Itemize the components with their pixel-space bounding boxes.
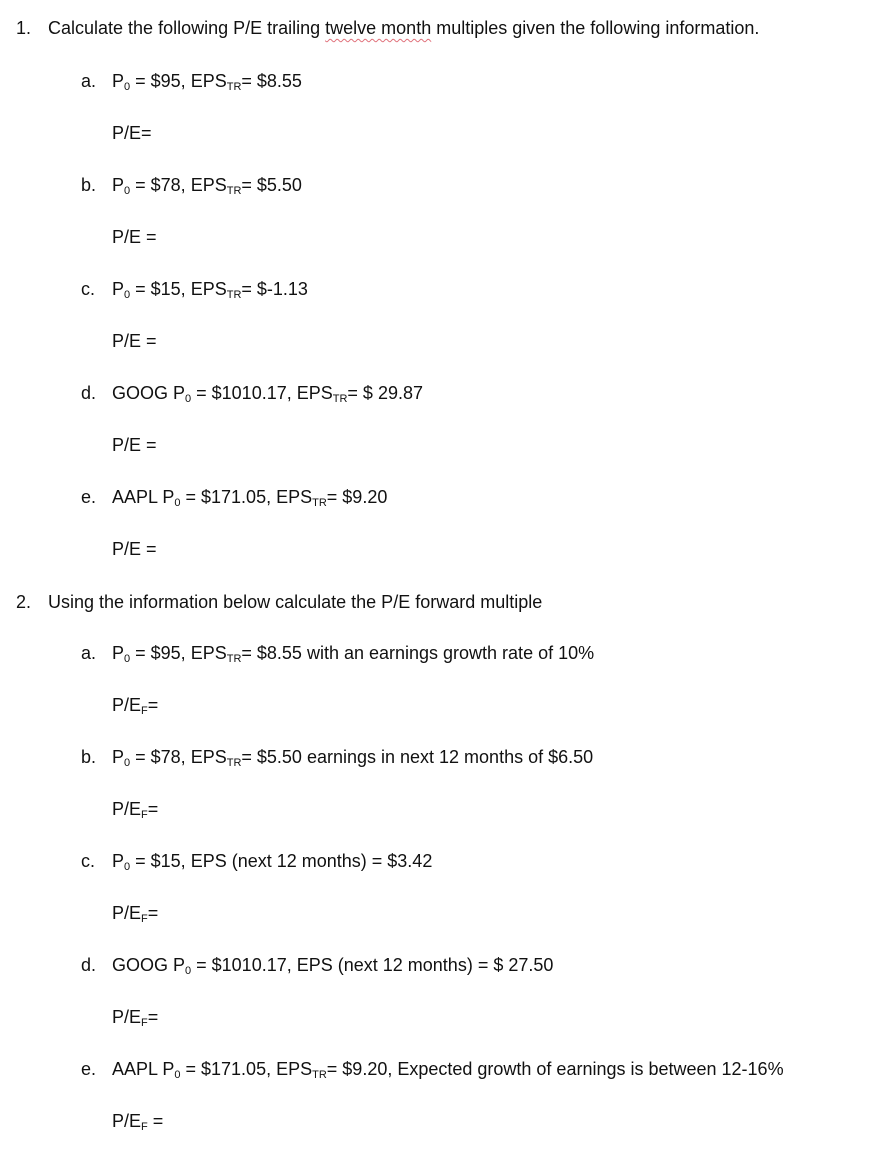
item-label: c. xyxy=(81,279,96,299)
spellcheck-flagged-phrase[interactable]: twelve month xyxy=(325,18,432,38)
question-2-text: Using the information below calculate the P/E forward multiple xyxy=(48,592,543,612)
item-label: b. xyxy=(81,175,97,195)
question-2-number: 2. xyxy=(16,592,32,612)
item-label: b. xyxy=(81,747,97,767)
item-text: GOOG $P_0$ = $1010.17, $EPS_{TR}=$ $ 29.87 xyxy=(112,383,423,405)
item-text: $P_0$ = $78, $EPS_{TR}=$ $5.50 xyxy=(112,175,302,197)
answer-line: $P/E_F=$ xyxy=(112,903,159,925)
answer-line: $P/E_F$ = xyxy=(112,1111,164,1133)
answer-line: P/E = xyxy=(112,227,157,247)
item-label: d. xyxy=(81,383,97,403)
answer-line: P/E = xyxy=(112,435,157,455)
question-1-number: 1. xyxy=(16,18,32,38)
item-text: $P_0$ = $95, $EPS_{TR}=$ $8.55 xyxy=(112,71,302,93)
item-label: c. xyxy=(81,851,96,871)
answer-line: P/E = xyxy=(112,539,157,559)
item-text: $P_0$ = $78, $EPS_{TR}=$ $5.50 earnings in next 12 months of $6.50 xyxy=(112,747,594,769)
item-label: e. xyxy=(81,1059,97,1079)
answer-line: P/E = xyxy=(112,331,157,351)
item-text: $P_0$ = $15, EPS (next 12 months) = $3.42 xyxy=(112,851,433,873)
answer-line: P/E= xyxy=(112,123,152,143)
item-text: $P_0$ = $15, $EPS_{TR}=$ $-1.13 xyxy=(112,279,308,301)
item-label: d. xyxy=(81,955,97,975)
question-1-text-part: Calculate the following P/E trailing xyxy=(48,18,326,38)
item-text: $P_0$ = $95, $EPS_{TR}=$ $8.55 with an earnings growth rate of 10% xyxy=(112,643,595,665)
item-label: a. xyxy=(81,71,97,91)
question-1-text-part: multiples given the following information. xyxy=(431,18,760,38)
answer-line: $P/E_F=$ xyxy=(112,799,159,821)
item-text: AAPL $P_0$ = $171.05, $EPS_{TR}=$ $9.20, Expected growth of earnings is between 12-16% xyxy=(112,1059,784,1081)
answer-line: $P/E_F=$ xyxy=(112,695,159,717)
question-1-text xyxy=(48,17,759,39)
item-label: e. xyxy=(81,487,97,507)
item-label: a. xyxy=(81,643,97,663)
answer-line: $P/E_F=$ xyxy=(112,1007,159,1029)
item-text: AAPL $P_0$ = $171.05, $EPS_{TR}=$ $9.20 xyxy=(112,487,388,509)
item-text: GOOG $P_0$ = $1010.17, EPS (next 12 months) = $ 27.50 xyxy=(112,955,554,977)
